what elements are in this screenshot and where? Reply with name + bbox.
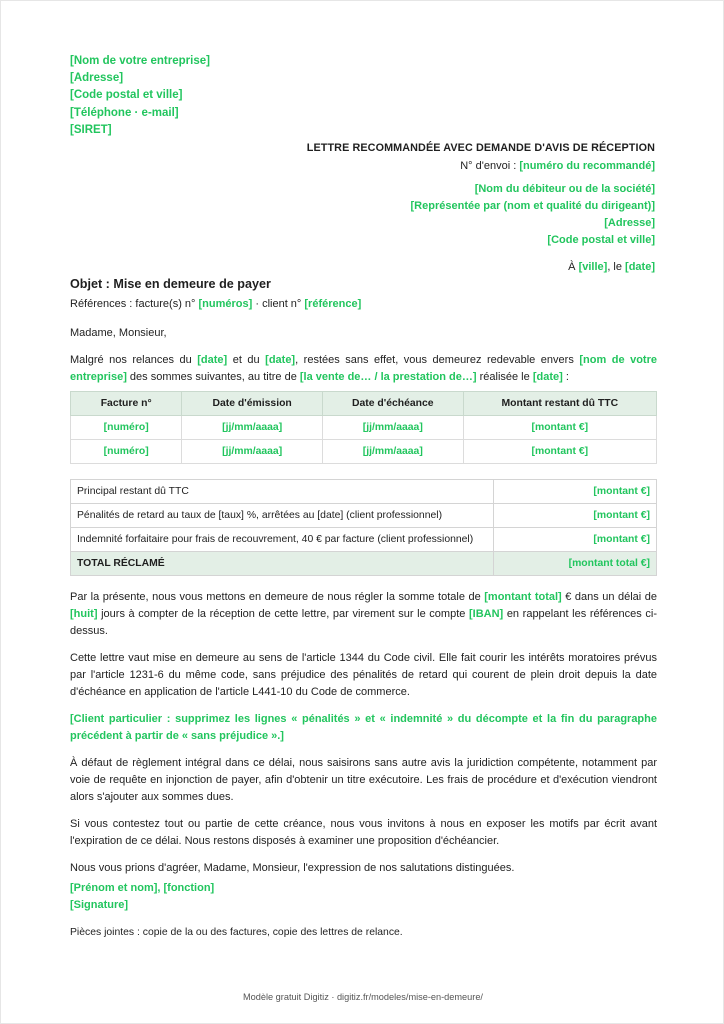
salutation: Madame, Monsieur,	[70, 327, 167, 339]
footer-credit: Modèle gratuit Digitiz · digitiz.fr/modeles/mise-en-demeure/	[243, 992, 483, 1002]
intro-paragraph: Malgré nos relances du [date] et du [date], restées sans effet, vous demeurez redevable envers [nom de votre entreprise] des sommes suivantes, au titre de [la vente de… / la prestation de…] réalisée le [date] :	[70, 354, 657, 383]
recipient-block	[155, 140, 655, 276]
table-row: Pénalités de retard au taux de [taux] %, arrêtées au [date] (client professionnel) [montant €]	[71, 504, 657, 528]
table-row: Indemnité forfaitaire pour frais de recouvrement, 40 € par facture (client professionnel) [montant €]	[71, 528, 657, 552]
closing-paragraph: Nous vous prions d'agréer, Madame, Monsieur, l'expression de nos salutations distinguées.	[70, 862, 515, 874]
table-row: [numéro] [jj/mm/aaaa] [jj/mm/aaaa] [montant €]	[71, 440, 657, 464]
warning-paragraph: À défaut de règlement intégral dans ce délai, nous saisirons sans autre avis la juridiction compétente, notamment par voie de requête en injonction de payer, afin d'obtenir un titre exécutoire. Les frais de procédure et d'exécution viendront alors s'ajouter aux sommes dues.	[70, 757, 657, 803]
col-invoice-number: Facture n°	[71, 392, 182, 416]
recipient-street: [Adresse]	[604, 217, 655, 229]
subject-line: Objet : Mise en demeure de payer	[70, 277, 271, 291]
sender-city: [Code postal et ville]	[70, 89, 183, 102]
signature-placeholder: [Signature]	[70, 899, 129, 911]
total-row: TOTAL RÉCLAMÉ [montant total €]	[71, 552, 657, 576]
col-issue-date: Date d'émission	[182, 392, 323, 416]
sender-address: [Adresse]	[70, 72, 124, 85]
invoice-table-header	[71, 392, 657, 416]
totals-table	[70, 479, 657, 576]
invoice-table	[70, 391, 657, 464]
recipient-city: [Code postal et ville]	[547, 234, 655, 246]
legal-paragraph: Cette lettre vaut mise en demeure au sens de l'article 1344 du Code civil. Elle fait courir les intérêts moratoires prévus par l'article 1231-6 du même code, sans préjudice des pénalités de retard qui courent de plein droit depuis la date d'échéance en application de l'article L441-10 du Code de commerce.	[70, 652, 657, 698]
sender-company: [Nom de votre entreprise]	[70, 55, 210, 67]
letter-body	[70, 276, 657, 941]
letter-type-title: LETTRE RECOMMANDÉE AVEC DEMANDE D'AVIS DE RÉCEPTION	[306, 142, 655, 154]
place-date: À [ville], le [date]	[568, 261, 655, 273]
signature-block	[70, 880, 657, 914]
col-amount-due: Montant restant dû TTC	[463, 392, 656, 416]
recipient-representative: [Représentée par (nom et qualité du dirigeant)]	[410, 200, 655, 212]
references-line: Références : facture(s) n° [numéros] · client n° [référence]	[70, 298, 362, 310]
sender-block	[70, 53, 210, 139]
signer-name: [Prénom et nom], [fonction]	[70, 882, 215, 894]
sender-siret: [SIRET]	[70, 123, 112, 136]
table-row: Principal restant dû TTC [montant €]	[71, 480, 657, 504]
tracking-number: N° d'envoi : [numéro du recommandé]	[460, 160, 655, 172]
table-row: [numéro] [jj/mm/aaaa] [jj/mm/aaaa] [montant €]	[71, 416, 657, 440]
recipient-name: [Nom du débiteur ou de la société]	[474, 183, 655, 195]
demand-paragraph: Par la présente, nous vous mettons en demeure de nous régler la somme totale de [montant total] € dans un délai de [huit] jours à compter de la réception de cette lettre, par virement sur le compte [IBAN] en rappelant les références ci-dessus.	[70, 591, 658, 637]
attachments-line: Pièces jointes : copie de la ou des factures, copie des lettres de relance.	[70, 927, 403, 938]
sender-contact: [Téléphone · e-mail]	[70, 106, 179, 119]
recipient-address	[155, 181, 655, 249]
col-due-date: Date d'échéance	[322, 392, 463, 416]
contest-paragraph: Si vous contestez tout ou partie de cette créance, nous vous invitons à nous en exposer les motifs par écrit avant l'expiration de ce délai. Nous restons disposés à examiner une proposition d'échéancier.	[70, 818, 657, 847]
instruction-note: [Client particulier : supprimez les lignes « pénalités » et « indemnité » du décompte et la fin du paragraphe précédent à partir de « sans préjudice ».]	[70, 713, 657, 742]
